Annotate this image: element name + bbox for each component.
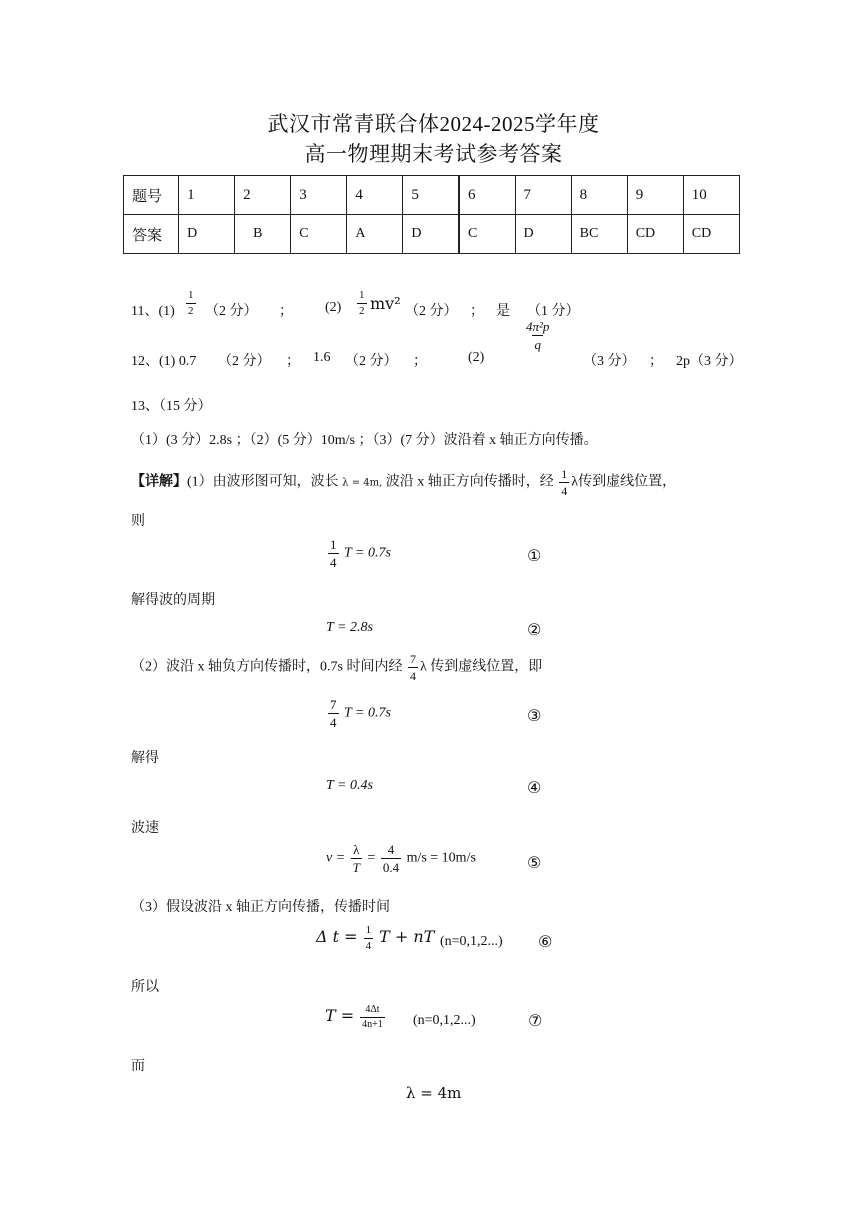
eq6-cond: (n=0,1,2...) — [440, 934, 503, 949]
mark-6: ⑥ — [538, 932, 553, 951]
mark-2: ② — [527, 620, 542, 639]
q12-semicolon1: ； — [286, 354, 300, 369]
q11-label: 11、(1) — [131, 304, 175, 319]
q11-frac1 — [184, 290, 198, 317]
detail-quarter-num: 1 — [561, 467, 568, 481]
part2-frac-num: 7 — [409, 652, 416, 666]
eq7-num: 4Δt — [365, 1004, 380, 1015]
and-label: 而 — [131, 1059, 145, 1074]
q13-detail-line — [131, 468, 676, 497]
q11-semicolon1: ； — [279, 304, 293, 319]
q11-frac2-num: 1 — [359, 289, 365, 301]
eq4: T = 0.4s — [326, 778, 373, 793]
q12-semicolon3: ； — [649, 354, 663, 369]
q11-frac1-num: 1 — [188, 289, 194, 301]
eq5-f1-num: λ — [353, 842, 360, 857]
mark-7: ⑦ — [528, 1011, 543, 1030]
answer-table — [123, 175, 740, 254]
eq1-den: 4 — [330, 555, 337, 570]
q11-score2: （2 分） — [405, 304, 458, 319]
q12-part2: (2) — [468, 350, 485, 365]
eq7-cond: (n=0,1,2...) — [413, 1013, 476, 1028]
so-label: 所以 — [131, 980, 159, 995]
number-cell: 4 — [347, 176, 403, 215]
solve-label: 解得 — [131, 751, 159, 766]
eq6-num: 1 — [365, 924, 372, 936]
answer-cell: D — [403, 215, 459, 254]
answer-cell: CD — [627, 215, 683, 254]
detail-text2: 波沿 x 轴正方向传播时，经 — [385, 474, 554, 490]
number-cell: 8 — [571, 176, 627, 215]
q11-frac2 — [355, 290, 369, 317]
eq8: λ = 4m — [406, 1084, 462, 1102]
q11-score1: （2 分） — [205, 304, 258, 319]
q11-frac2-den: 2 — [359, 305, 365, 317]
part2-line — [131, 653, 542, 682]
mark-5: ⑤ — [527, 853, 542, 872]
detail-quarter-den: 4 — [561, 484, 568, 498]
answer-cell: BC — [571, 215, 627, 254]
eq5-eq: = — [367, 850, 376, 866]
eq6-lhs: Δ t = — [316, 927, 358, 947]
row-label-number: 题号 — [124, 176, 179, 215]
eq5-f2-den: 0.4 — [382, 860, 400, 875]
q12-frac — [522, 320, 553, 351]
row-label-answer: 答案 — [124, 215, 179, 254]
q12-score2: （2 分） — [345, 354, 398, 369]
detail-prefix: 【详解】 — [131, 474, 187, 490]
eq5 — [326, 843, 476, 874]
eq1-num: 1 — [330, 537, 337, 552]
q12-frac-num: 4π²p — [526, 319, 550, 334]
answer-cell: B — [235, 215, 291, 254]
mark-3: ③ — [527, 706, 542, 725]
answer-cell: C — [459, 215, 515, 254]
eq7-den: 4n+1 — [362, 1019, 383, 1030]
q12-frac-den: q — [534, 337, 541, 352]
q13-summary: （1）(3 分）2.8s ；（2）(5 分）10m/s ；（3）(7 分）波沿着 x 轴正方向传播。 — [131, 433, 598, 448]
q11-expr2: mv² — [370, 294, 401, 313]
q11-part2: (2) — [325, 300, 342, 315]
eq3-num: 7 — [330, 697, 337, 712]
mark-1: ① — [527, 546, 542, 565]
q11-part3: 是 — [496, 304, 510, 319]
part2-text2: λ 传到虚线位置，即 — [419, 659, 543, 675]
eq5-f1-den: T — [352, 860, 360, 875]
q11-semicolon2: ； — [470, 304, 484, 319]
q12-score3: （3 分） — [583, 354, 636, 369]
detail-text3: λ传到虚线位置， — [571, 474, 677, 490]
number-cell: 3 — [291, 176, 347, 215]
eq1 — [326, 538, 391, 569]
number-cell: 7 — [515, 176, 571, 215]
part2-text1: （2）波沿 x 轴负方向传播时，0.7s 时间内经 — [131, 659, 403, 675]
eq3 — [326, 698, 391, 729]
eq5-tail: m/s = 10m/s — [406, 850, 476, 866]
q11-frac1-den: 2 — [188, 305, 194, 317]
detail-text1: (1）由波形图可知，波长 — [187, 474, 339, 490]
eq7-lhs: T = — [325, 1006, 355, 1026]
number-cell: 1 — [179, 176, 235, 215]
eq6-rhs: T + nT — [379, 927, 435, 947]
eq6 — [316, 925, 434, 952]
q11-score3: （1 分） — [527, 304, 580, 319]
eq6-den: 4 — [365, 940, 372, 952]
then-label: 则 — [131, 514, 145, 529]
table-row-answers — [124, 215, 740, 254]
eq3-den: 4 — [330, 715, 337, 730]
part2-frac-den: 4 — [409, 669, 416, 683]
q12-val4: 2p（3 分） — [676, 354, 743, 369]
q12-score1: （2 分） — [218, 354, 271, 369]
eq7 — [325, 1005, 387, 1030]
part3-text: （3）假设波沿 x 轴正方向传播，传播时间 — [131, 900, 390, 915]
q13-label: 13、（15 分） — [131, 399, 212, 414]
mark-4: ④ — [527, 778, 542, 797]
number-cell: 5 — [403, 176, 459, 215]
eq3-body: T = 0.7s — [344, 705, 391, 721]
eq1-body: T = 0.7s — [344, 545, 391, 561]
q12-semicolon2: ； — [413, 354, 427, 369]
answer-cell: C — [291, 215, 347, 254]
q12-val2: 1.6 — [313, 350, 331, 365]
number-cell: 10 — [683, 176, 739, 215]
eq5-v: v = — [326, 850, 346, 866]
eq5-f2-num: 4 — [387, 842, 395, 857]
doc-title-line1: 武汉市常青联合体2024-2025学年度 — [267, 112, 600, 136]
solve-period-label: 解得波的周期 — [131, 593, 215, 608]
q12-label: 12、(1) 0.7 — [131, 354, 197, 369]
detail-lambda: λ = 4m, — [342, 477, 383, 489]
table-row-numbers — [124, 176, 740, 215]
doc-title-line2: 高一物理期末考试参考答案 — [304, 142, 563, 166]
answer-cell: CD — [683, 215, 739, 254]
number-cell: 9 — [627, 176, 683, 215]
answer-cell: D — [515, 215, 571, 254]
number-cell: 2 — [235, 176, 291, 215]
answer-cell: D — [179, 215, 235, 254]
speed-label: 波速 — [131, 821, 159, 836]
answer-cell: A — [347, 215, 403, 254]
number-cell: 6 — [459, 176, 515, 215]
eq2: T = 2.8s — [326, 620, 373, 635]
